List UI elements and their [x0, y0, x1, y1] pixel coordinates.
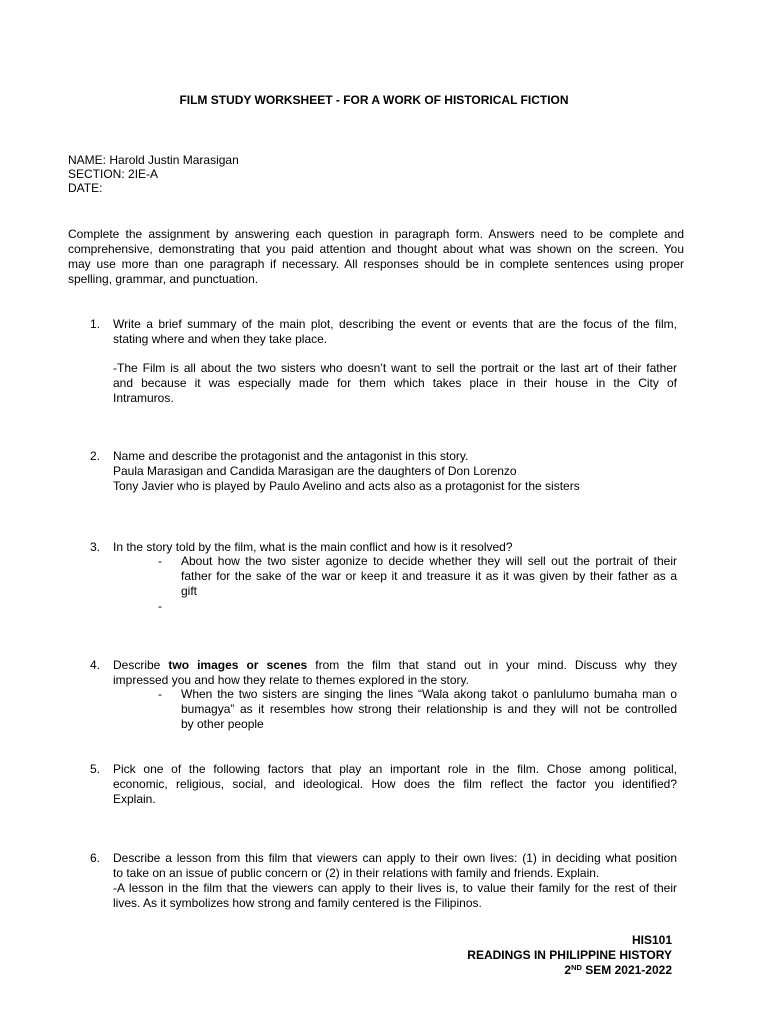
question-number: 2. [90, 449, 101, 463]
answer-line: -A lesson in the film that the viewers can apply to their lives is, to value their family for the rest of their [113, 881, 677, 895]
question-prompt-line: Write a brief summary of the main plot, describing the event or events that are the focus of the film, [113, 317, 677, 331]
question-prompt-line: to take on an issue of public concern or (2) in their relations with family and friends. Explain. [113, 866, 600, 880]
question-number: 3. [90, 540, 101, 554]
question-prompt-line: stating where and when they take place. [113, 332, 328, 346]
bullet-text [181, 687, 677, 732]
course-title: READINGS IN PHILIPPINE HISTORY [467, 948, 672, 962]
term-number: 2 [564, 963, 572, 977]
bullet-marker: - [158, 687, 162, 701]
bullet-marker: - [158, 554, 162, 568]
answer-line: Tony Javier who is played by Paulo Avelino and acts also as a protagonist for the sisters [113, 479, 580, 493]
answer-bullet [158, 687, 677, 732]
question-prompt-line [113, 658, 677, 673]
date-line [68, 181, 468, 195]
section-value: 2IE-A [128, 167, 159, 181]
prompt-text: from the film that stand out in your mind. Discuss why they [307, 658, 678, 672]
instruction-line: comprehensive, demonstrating that you paid attention and thought about what was shown on the screen. You [68, 242, 684, 256]
answer-line: and because it was especially made for them which takes place in their house in the City of [113, 376, 677, 390]
bullet-line: by other people [181, 717, 264, 731]
bullet-line: About how the two sister agonize to decide whether they will sell out the portrait of their [181, 554, 677, 568]
question-prompt-line: impressed you and how they relate to themes explored in the story. [113, 673, 469, 687]
instruction-line: spelling, grammar, and punctuation. [68, 272, 259, 286]
name-line [68, 153, 468, 167]
answer-line: -The Film is all about the two sisters who doesn’t want to sell the portrait or the last art of their father [113, 361, 677, 375]
bullet-line: bumagya” as it resembles how strong their relationship is and they will not be controlled [181, 702, 677, 716]
question-5-prompt [113, 762, 677, 807]
instruction-line: Complete the assignment by answering each question in paragraph form. Answers need to be complete and [68, 227, 684, 241]
answer-line: Intramuros. [113, 391, 174, 405]
question-prompt-line: In the story told by the film, what is the main conflict and how is it resolved? [113, 540, 513, 554]
bullet-text [181, 554, 677, 599]
term-rest: SEM 2021-2022 [581, 963, 672, 977]
question-prompt-line: Describe a lesson from this film that viewers can apply to their own lives: (1) in deciding what position [113, 851, 677, 865]
student-info [68, 153, 468, 195]
course-footer [352, 933, 672, 978]
question-number: 1. [90, 317, 101, 331]
bullet-line: father for the sake of the war or keep it and treasure it as it was given by their father as a [181, 569, 677, 583]
bullet-line: gift [181, 584, 198, 598]
question-prompt-line: Explain. [113, 792, 156, 806]
question-number: 5. [90, 762, 101, 776]
document-title: FILM STUDY WORKSHEET - FOR A WORK OF HISTORICAL FICTION [179, 93, 569, 107]
instruction-line: may use more than one paragraph if necessary. All responses should be in complete sentences using proper [68, 257, 684, 271]
date-label: DATE: [68, 181, 103, 195]
question-number: 6. [90, 851, 101, 865]
course-code: HIS101 [631, 933, 672, 947]
question-6 [113, 851, 677, 911]
question-4-prompt [113, 658, 677, 688]
term-suffix: ND [571, 963, 582, 972]
bullet-line: When the two sisters are singing the lines “Wala akong takot o panlulumo bumaha man o [181, 687, 677, 701]
question-number: 4. [90, 658, 101, 672]
question-prompt-line: Name and describe the protagonist and the antagonist in this story. [113, 449, 469, 463]
section-label: SECTION: [68, 167, 125, 181]
question-prompt-line: Pick one of the following factors that play an important role in the film. Chose among political, [113, 762, 677, 776]
question-1-prompt [113, 317, 677, 347]
question-3-prompt [113, 540, 677, 555]
bullet-marker: - [158, 599, 162, 613]
answer-bullet [158, 554, 677, 599]
answer-line: Paula Marasigan and Candida Marasigan are the daughters of Don Lorenzo [113, 464, 517, 478]
question-1-answer [113, 361, 677, 406]
name-label: NAME: [68, 153, 107, 167]
prompt-emphasis: two images or scenes [168, 658, 308, 672]
question-2 [113, 449, 677, 494]
instructions-paragraph [68, 227, 684, 287]
prompt-text: Describe [113, 658, 169, 672]
section-line [68, 167, 468, 181]
question-prompt-line: economic, religious, social, and ideological. How does the film reflect the factor you identified? [113, 777, 677, 791]
answer-line: lives. As it symbolizes how strong and family centered is the Filipinos. [113, 896, 482, 910]
term-line [352, 963, 672, 978]
name-value: Harold Justin Marasigan [109, 153, 239, 167]
